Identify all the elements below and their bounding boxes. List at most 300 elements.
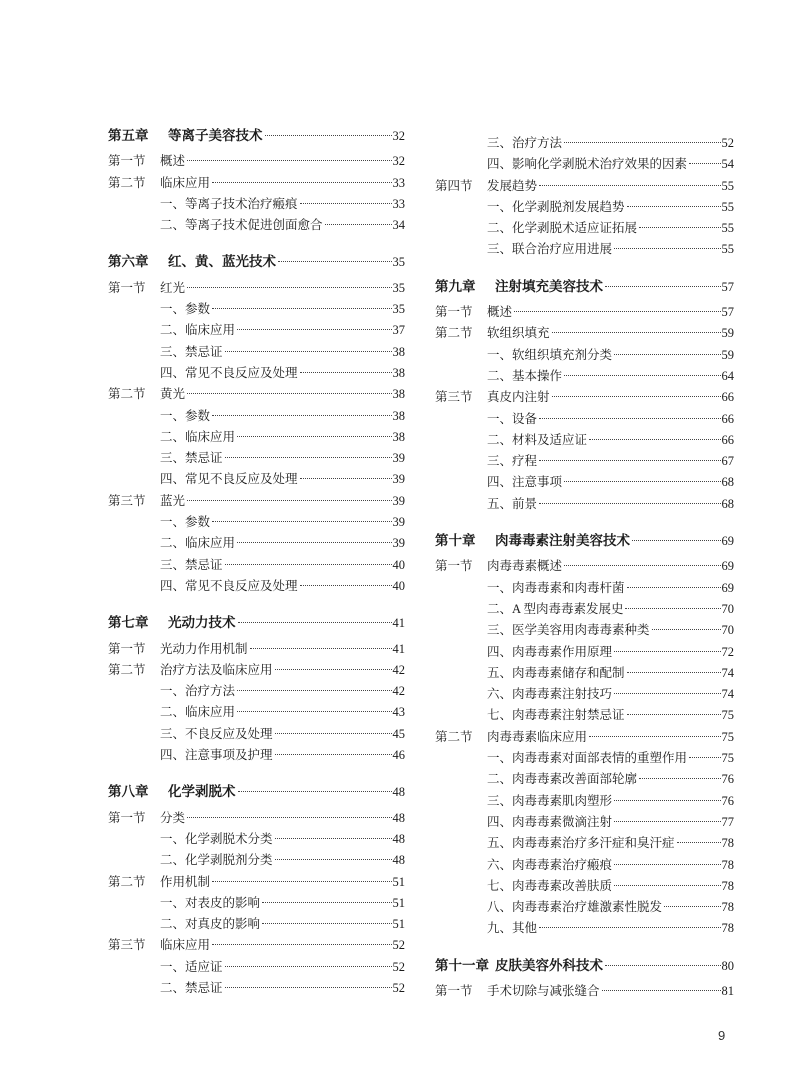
toc-entry-label [160, 829, 273, 850]
dot-leader [238, 622, 392, 623]
toc-entry-label [487, 748, 687, 769]
section-title: 概述 [487, 305, 513, 320]
toc-entry-label [108, 125, 263, 146]
section-number: 第一节 [108, 154, 146, 169]
toc-chapter-entry[interactable] [435, 276, 734, 297]
toc-entry-label [487, 197, 625, 218]
item-title: 三、禁忌证 [160, 451, 223, 466]
dot-leader [552, 396, 721, 397]
item-title: 九、其他 [487, 921, 538, 936]
toc-entry-label [487, 918, 537, 939]
dot-leader [514, 311, 720, 312]
toc-page-number: 52 [392, 959, 405, 974]
spacer [435, 940, 734, 955]
dot-leader [225, 987, 392, 988]
toc-item-entry[interactable] [108, 555, 405, 576]
dot-leader [225, 457, 392, 458]
toc-entry-label [487, 366, 562, 387]
toc-entry-label [108, 251, 276, 272]
toc-page-number: 78 [721, 900, 734, 915]
chapter-number: 第七章 [108, 615, 149, 631]
dot-leader [300, 585, 392, 586]
toc-page-number: 69 [721, 559, 734, 574]
chapter-title: 化学剥脱术 [168, 784, 236, 800]
toc-entry-label [487, 494, 537, 515]
toc-item-entry[interactable] [108, 829, 405, 850]
dot-leader [552, 332, 721, 333]
toc-page-number: 38 [392, 344, 405, 359]
item-title: 二、临床应用 [160, 705, 236, 720]
toc-entry-label [487, 599, 623, 620]
toc-page-number: 66 [721, 432, 734, 447]
toc-section-entry[interactable] [108, 935, 405, 956]
chapter-number: 第六章 [108, 254, 149, 270]
item-title: 二、基本操作 [487, 368, 563, 383]
section-title: 发展趋势 [487, 178, 538, 193]
toc-item-entry[interactable] [435, 451, 734, 472]
toc-section-entry[interactable] [435, 556, 734, 577]
toc-entry-label [435, 530, 630, 551]
toc-item-entry[interactable] [435, 345, 734, 366]
chapter-title: 皮肤美容外科技术 [495, 957, 603, 973]
toc-page-number: 40 [392, 557, 405, 572]
toc-item-entry[interactable] [108, 448, 405, 469]
toc-item-entry[interactable] [108, 194, 405, 215]
toc-page-number: 74 [721, 665, 734, 680]
toc-item-entry[interactable] [108, 724, 405, 745]
toc-section-entry[interactable] [108, 384, 405, 405]
item-title: 一、软组织填充剂分类 [487, 347, 613, 362]
item-title: 二、材料及适应证 [487, 432, 588, 447]
dot-leader [689, 757, 720, 758]
item-title: 四、常见不良反应及处理 [160, 578, 298, 593]
toc-item-entry[interactable] [435, 769, 734, 790]
toc-item-entry[interactable] [435, 620, 734, 641]
dot-leader [275, 859, 392, 860]
dot-leader [237, 542, 391, 543]
toc-section-entry[interactable] [108, 808, 405, 829]
toc-entry-label [487, 345, 612, 366]
dot-leader [614, 354, 720, 355]
toc-item-entry[interactable] [435, 239, 734, 260]
toc-item-entry[interactable] [108, 406, 405, 427]
item-title: 三、联合治疗应用进展 [487, 242, 613, 257]
toc-entry-label [487, 663, 625, 684]
toc-chapter-entry[interactable] [108, 781, 405, 802]
dot-leader [300, 372, 392, 373]
toc-page-number: 48 [392, 785, 405, 800]
item-title: 四、注意事项 [487, 475, 563, 490]
item-title: 二、肉毒毒素改善面部轮廓 [487, 772, 638, 787]
toc-chapter-entry[interactable] [108, 251, 405, 272]
chapter-title: 注射填充美容技术 [495, 278, 603, 294]
dot-leader [262, 923, 391, 924]
toc-entry-label [487, 451, 537, 472]
toc-entry-label [160, 850, 273, 871]
dot-leader [664, 906, 720, 907]
item-title: 一、对表皮的影响 [160, 895, 261, 910]
toc-entry-label [487, 133, 562, 154]
dot-leader [627, 672, 721, 673]
dot-leader [265, 135, 392, 136]
toc-item-entry[interactable] [435, 876, 734, 897]
toc-page-number: 52 [392, 938, 405, 953]
toc-entry-label [108, 781, 236, 802]
item-title: 三、禁忌证 [160, 344, 223, 359]
toc-entry-label [435, 176, 537, 197]
toc-page-number: 80 [721, 958, 734, 973]
dot-leader [625, 608, 720, 609]
dot-leader [627, 206, 721, 207]
toc-page-number: 32 [392, 129, 405, 143]
toc-section-entry[interactable] [435, 387, 734, 408]
dot-leader [237, 436, 391, 437]
toc-entry-label [487, 239, 612, 260]
toc-item-entry[interactable] [108, 342, 405, 363]
toc-item-entry[interactable] [435, 684, 734, 705]
toc-page-number: 59 [721, 326, 734, 341]
item-title: 二、临床应用 [160, 536, 236, 551]
dot-leader [614, 248, 720, 249]
toc-section-entry[interactable] [435, 323, 734, 344]
item-title: 二、临床应用 [160, 429, 236, 444]
toc-page-number: 69 [721, 534, 734, 549]
toc-entry-label [435, 387, 550, 408]
toc-page-number: 77 [721, 814, 734, 829]
toc-item-entry[interactable] [435, 494, 734, 515]
toc-page-number: 51 [392, 895, 405, 910]
toc-column-left [108, 125, 405, 999]
section-number: 第二节 [435, 729, 473, 744]
dot-leader [238, 791, 392, 792]
toc-entry-label [487, 684, 612, 705]
toc-entry-label [108, 612, 236, 633]
toc-item-entry[interactable] [108, 533, 405, 554]
dot-leader [325, 224, 392, 225]
toc-page-number: 51 [392, 874, 405, 889]
item-title: 二、临床应用 [160, 323, 236, 338]
toc-page-number: 74 [721, 687, 734, 702]
spacer [108, 766, 405, 781]
item-title: 三、医学美容用肉毒毒素种类 [487, 623, 650, 638]
item-title: 一、治疗方法 [160, 684, 236, 699]
dot-leader [212, 415, 391, 416]
toc-item-entry[interactable] [435, 599, 734, 620]
toc-section-entry[interactable] [108, 639, 405, 660]
toc-item-entry[interactable] [108, 576, 405, 597]
dot-leader [225, 351, 392, 352]
dot-leader [677, 842, 721, 843]
toc-entry-label [160, 745, 273, 766]
toc-page-number: 46 [392, 748, 405, 763]
toc-page-number: 48 [392, 831, 405, 846]
toc-page-number: 43 [392, 705, 405, 720]
dot-leader [225, 966, 392, 967]
toc-item-entry[interactable] [435, 791, 734, 812]
toc-page-number: 48 [392, 853, 405, 868]
dot-leader [539, 927, 720, 928]
toc-page-number: 40 [392, 578, 405, 593]
toc-chapter-entry[interactable] [435, 955, 734, 976]
toc-page-number: 41 [392, 616, 405, 631]
item-title: 八、肉毒毒素治疗雄激素性脱发 [487, 900, 663, 915]
dot-leader [589, 736, 720, 737]
toc-item-entry[interactable] [435, 705, 734, 726]
toc-entry-label [160, 957, 223, 978]
toc-section-entry[interactable] [108, 173, 405, 194]
toc-entry-label [108, 151, 185, 172]
item-title: 六、肉毒毒素注射技巧 [487, 687, 613, 702]
dot-leader [212, 944, 391, 945]
toc-entry-label [108, 384, 185, 405]
toc-item-entry[interactable] [435, 748, 734, 769]
toc-page-number: 55 [721, 221, 734, 236]
spacer [108, 597, 405, 612]
dot-leader [300, 203, 392, 204]
toc-entry-label [160, 299, 210, 320]
section-number: 第一节 [435, 305, 473, 320]
toc-entry-label [435, 302, 512, 323]
section-number: 第一节 [435, 983, 473, 998]
toc-entry-label [160, 533, 235, 554]
toc-item-entry[interactable] [108, 745, 405, 766]
section-title: 光动力作用机制 [160, 641, 248, 656]
toc-page-number: 75 [721, 729, 734, 744]
dot-leader [212, 881, 391, 882]
dot-leader [614, 821, 720, 822]
toc-entry-label [160, 406, 210, 427]
dot-leader [250, 648, 392, 649]
section-number: 第二节 [108, 175, 146, 190]
item-title: 四、肉毒毒素微滴注射 [487, 814, 613, 829]
section-number: 第三节 [108, 493, 146, 508]
dot-leader [237, 711, 391, 712]
section-title: 真皮内注射 [487, 390, 550, 405]
toc-page-number: 33 [392, 175, 405, 190]
toc-page-number: 37 [392, 323, 405, 338]
chapter-title: 肉毒毒素注射美容技术 [495, 533, 630, 549]
toc-item-entry[interactable] [435, 133, 734, 154]
chapter-title: 光动力技术 [168, 615, 236, 631]
toc-entry-label [160, 363, 298, 384]
toc-item-entry[interactable] [435, 833, 734, 854]
toc-entry-label [435, 727, 587, 748]
toc-entry-label [487, 833, 675, 854]
toc-page-number: 75 [721, 751, 734, 766]
toc-item-entry[interactable] [435, 218, 734, 239]
toc-entry-label [160, 342, 223, 363]
toc-entry-label [487, 769, 637, 790]
toc-item-entry[interactable] [435, 663, 734, 684]
section-title: 分类 [160, 810, 186, 825]
chapter-number: 第九章 [435, 278, 476, 294]
toc-item-entry[interactable] [435, 472, 734, 493]
dot-leader [275, 754, 392, 755]
toc-item-entry[interactable] [435, 855, 734, 876]
toc-entry-label [487, 642, 612, 663]
item-title: 一、参数 [160, 515, 211, 530]
item-title: 二、化学剥脱术适应证拓展 [487, 221, 638, 236]
chapter-number: 第十一章 [435, 957, 489, 973]
toc-section-entry[interactable] [435, 302, 734, 323]
toc-page-number: 67 [721, 454, 734, 469]
section-title: 红光 [160, 280, 186, 295]
toc-entry-label [487, 791, 612, 812]
toc-item-entry[interactable] [108, 363, 405, 384]
toc-page-number: 38 [392, 387, 405, 402]
dot-leader [614, 693, 720, 694]
toc-item-entry[interactable] [435, 642, 734, 663]
section-title: 黄光 [160, 387, 186, 402]
dot-leader [300, 478, 392, 479]
item-title: 五、肉毒毒素储存和配制 [487, 665, 625, 680]
dot-leader [539, 185, 720, 186]
toc-page-number: 75 [721, 708, 734, 723]
toc-page-number: 35 [392, 255, 405, 270]
toc-entry-label [487, 855, 612, 876]
toc-entry-label [160, 320, 235, 341]
toc-section-entry[interactable] [108, 491, 405, 512]
toc-entry-label [160, 724, 273, 745]
dot-leader [275, 838, 392, 839]
dot-leader [278, 261, 392, 262]
toc-item-entry[interactable] [108, 299, 405, 320]
toc-entry-label [160, 469, 298, 490]
toc-chapter-entry[interactable] [435, 530, 734, 551]
toc-item-entry[interactable] [108, 850, 405, 871]
item-title: 五、前景 [487, 496, 538, 511]
toc-chapter-entry[interactable] [108, 612, 405, 633]
toc-entry-label [160, 978, 223, 999]
toc-entry-label [108, 660, 273, 681]
toc-item-entry[interactable] [108, 702, 405, 723]
dot-leader [225, 564, 392, 565]
item-title: 一、化学剥脱剂发展趋势 [487, 199, 625, 214]
toc-item-entry[interactable] [108, 215, 405, 236]
toc-entry-label [108, 935, 210, 956]
toc-section-entry[interactable] [108, 151, 405, 172]
toc-section-entry[interactable] [435, 981, 734, 1002]
toc-item-entry[interactable] [108, 320, 405, 341]
toc-item-entry[interactable] [108, 427, 405, 448]
toc-item-entry[interactable] [108, 469, 405, 490]
toc-entry-label [435, 276, 603, 297]
section-number: 第四节 [435, 178, 473, 193]
toc-page-number: 42 [392, 684, 405, 699]
item-title: 六、肉毒毒素治疗瘢痕 [487, 857, 613, 872]
dot-leader [564, 375, 720, 376]
toc-section-entry[interactable] [108, 660, 405, 681]
toc-item-entry[interactable] [108, 893, 405, 914]
section-title: 肉毒毒素概述 [487, 559, 563, 574]
toc-item-entry[interactable] [435, 409, 734, 430]
toc-entry-label [160, 448, 223, 469]
toc-entry-label [160, 893, 260, 914]
toc-page-number: 68 [721, 475, 734, 490]
dot-leader [614, 651, 720, 652]
dot-leader [605, 965, 721, 966]
toc-page-number: 35 [392, 280, 405, 295]
item-title: 七、肉毒毒素改善肤质 [487, 878, 613, 893]
section-number: 第一节 [108, 810, 146, 825]
section-number: 第二节 [435, 326, 473, 341]
toc-item-entry[interactable] [435, 897, 734, 918]
toc-section-entry[interactable] [435, 176, 734, 197]
section-title: 治疗方法及临床应用 [160, 662, 273, 677]
toc-page-number: 39 [392, 536, 405, 551]
dot-leader [275, 669, 392, 670]
toc-entry-label [160, 914, 260, 935]
toc-page-number: 70 [721, 601, 734, 616]
dot-leader [589, 439, 720, 440]
item-title: 四、常见不良反应及处理 [160, 365, 298, 380]
toc-column-right [435, 133, 734, 1002]
item-title: 四、常见不良反应及处理 [160, 472, 298, 487]
item-title: 二、对真皮的影响 [160, 917, 261, 932]
dot-leader [275, 733, 392, 734]
toc-item-entry[interactable] [108, 957, 405, 978]
dot-leader [614, 864, 720, 865]
toc-page-number: 34 [392, 218, 405, 233]
toc-entry-label [487, 154, 687, 175]
toc-entry-label [435, 323, 550, 344]
toc-item-entry[interactable] [435, 918, 734, 939]
dot-leader [212, 521, 391, 522]
toc-item-entry[interactable] [435, 812, 734, 833]
toc-page-number: 52 [721, 136, 734, 150]
section-title: 肉毒毒素临床应用 [487, 729, 588, 744]
toc-section-entry[interactable] [108, 872, 405, 893]
toc-entry-label [108, 491, 185, 512]
dot-leader [187, 160, 391, 161]
item-title: 一、等离子技术治疗瘢痕 [160, 196, 298, 211]
section-number: 第二节 [108, 874, 146, 889]
toc-item-entry[interactable] [108, 512, 405, 533]
toc-item-entry[interactable] [435, 366, 734, 387]
toc-item-entry[interactable] [108, 978, 405, 999]
dot-leader [187, 393, 391, 394]
toc-page-number: 38 [392, 365, 405, 380]
toc-item-entry[interactable] [435, 197, 734, 218]
toc-item-entry[interactable] [435, 578, 734, 599]
toc-chapter-entry[interactable] [108, 125, 405, 146]
chapter-title: 红、黄、蓝光技术 [168, 254, 276, 270]
section-title: 概述 [160, 154, 186, 169]
toc-item-entry[interactable] [108, 681, 405, 702]
toc-section-entry[interactable] [435, 727, 734, 748]
item-title: 四、注意事项及护理 [160, 748, 273, 763]
toc-item-entry[interactable] [435, 430, 734, 451]
toc-item-entry[interactable] [108, 914, 405, 935]
item-title: 一、肉毒毒素对面部表情的重塑作用 [487, 751, 688, 766]
item-title: 一、适应证 [160, 959, 223, 974]
toc-entry-label [160, 702, 235, 723]
toc-entry-label [108, 872, 210, 893]
toc-entry-label [487, 430, 587, 451]
section-number: 第二节 [108, 387, 146, 402]
toc-item-entry[interactable] [435, 154, 734, 175]
item-title: 一、设备 [487, 411, 538, 426]
toc-section-entry[interactable] [108, 278, 405, 299]
section-number: 第一节 [435, 559, 473, 574]
spacer [435, 261, 734, 276]
item-title: 三、肉毒毒素肌肉塑形 [487, 793, 613, 808]
toc-entry-label [108, 173, 210, 194]
toc-page-number: 39 [392, 493, 405, 508]
section-title: 临床应用 [160, 175, 211, 190]
dot-leader [689, 163, 720, 164]
dot-leader [262, 902, 391, 903]
